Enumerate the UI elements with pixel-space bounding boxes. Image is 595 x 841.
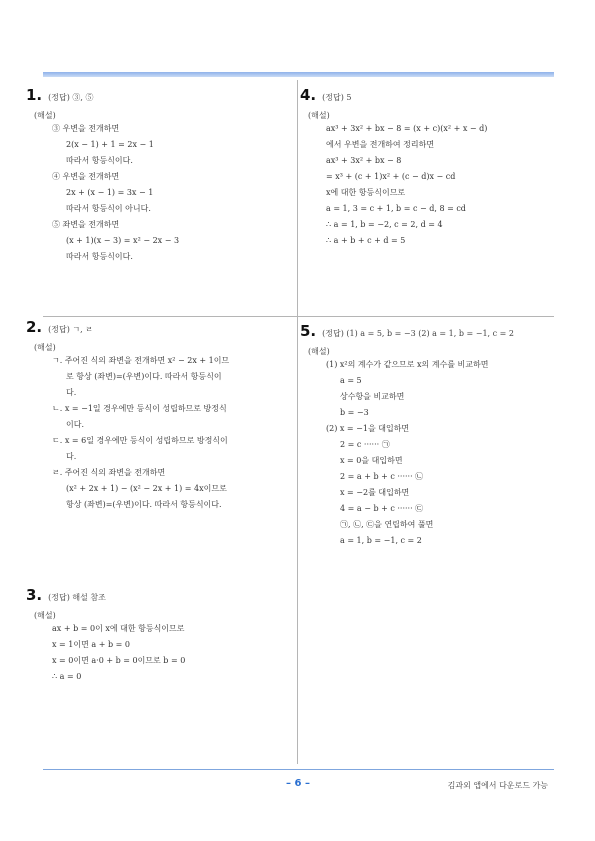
solution-line: 2(x − 1) + 1 = 2x − 1 — [66, 140, 154, 149]
solution-line: 로 항상 (좌변)=(우변)이다. 따라서 항등식이 — [66, 372, 222, 381]
solution-line: ㄱ. 주어진 식의 좌변을 전개하면 x² − 2x + 1이므 — [52, 356, 230, 365]
solution-line: ㄴ. x = −1일 경우에만 등식이 성립하므로 방정식 — [52, 404, 227, 413]
solution-line: 4 = a − b + c ······ ㉢ — [340, 504, 424, 513]
solution-label: (해설) — [34, 111, 56, 120]
solution-label: (해설) — [34, 611, 56, 620]
solution-lines — [52, 621, 185, 685]
solution-line: 항상 (좌변)=(우변)이다. 따라서 항등식이다. — [66, 500, 222, 509]
solution-line: a = 5 — [340, 376, 362, 385]
solution-line: x에 대한 항등식이므로 — [326, 188, 406, 197]
solution-line: a = 1, 3 = c + 1, b = c − d, 8 = cd — [326, 204, 466, 213]
solution-line: ∴ a = 1, b = −2, c = 2, d = 4 — [326, 220, 443, 229]
problem-4 — [300, 86, 487, 249]
solution-lines — [326, 121, 487, 249]
solution-label: (해설) — [308, 111, 330, 120]
solution-line: (x + 1)(x − 3) = x² − 2x − 3 — [66, 236, 180, 245]
solution-line: ③ 우변을 전개하면 — [52, 124, 120, 133]
solution-lines — [326, 357, 514, 549]
row-divider — [43, 316, 554, 317]
solution-line: 다. — [66, 388, 77, 397]
solution-line: ㄹ. 주어진 식의 좌변을 전개하면 — [52, 468, 166, 477]
solution-line: a = 1, b = −1, c = 2 — [340, 536, 422, 545]
solution-line: ax³ + 3x² + bx − 8 = (x + c)(x² + x − d) — [326, 124, 488, 133]
solution-label: (해설) — [308, 347, 330, 356]
problem-1 — [26, 86, 179, 265]
solution-line: 2x + (x − 1) = 3x − 1 — [66, 188, 154, 197]
column-divider — [297, 80, 298, 764]
solution-line: (x² + 2x + 1) − (x² − 2x + 1) = 4x이므로 — [66, 484, 227, 493]
solution-line: x = 0이면 a·0 + b = 0이므로 b = 0 — [52, 656, 186, 665]
solution-line: ∴ a + b + c + d = 5 — [326, 236, 406, 245]
solution-line: x = 0을 대입하면 — [340, 456, 403, 465]
solution-line: b = −3 — [340, 408, 369, 417]
solution-line: ⑤ 좌변을 전개하면 — [52, 220, 120, 229]
solution-line: ax + b = 0이 x에 대한 항등식이므로 — [52, 624, 185, 633]
answer: (정답) ㄱ, ㄹ — [48, 325, 93, 334]
problem-number: 3. — [26, 586, 43, 604]
solution-line: x = 1이면 a + b = 0 — [52, 640, 130, 649]
footer-line — [43, 769, 554, 770]
solution-line: 상수항을 비교하면 — [340, 392, 405, 401]
answer: (정답) 5 — [322, 93, 352, 102]
solution-line: 따라서 항등식이 아니다. — [66, 204, 151, 213]
solution-lines — [52, 353, 229, 513]
solution-line: ∴ a = 0 — [52, 672, 82, 681]
solution-line: = x³ + (c + 1)x² + (c − d)x − cd — [326, 172, 456, 181]
answer: (정답) 해설 참조 — [48, 593, 106, 602]
header-bar — [43, 72, 554, 77]
solution-line: 다. — [66, 452, 77, 461]
answer: (정답) (1) a = 5, b = −3 (2) a = 1, b = −1, c = 2 — [322, 329, 514, 338]
problem-2 — [26, 318, 229, 513]
problem-number: 2. — [26, 318, 43, 336]
problem-number: 5. — [300, 322, 317, 340]
solution-line: 이다. — [66, 420, 84, 429]
solution-line: ax³ + 3x² + bx − 8 — [326, 156, 402, 165]
solution-line: ㉠, ㉡, ㉢을 연립하여 풀면 — [340, 520, 434, 529]
footer-note: 김과외 앱에서 다운로드 가능 — [447, 781, 548, 790]
answer: (정답) ③, ⑤ — [48, 93, 94, 102]
solution-line: (2) x = −1을 대입하면 — [326, 424, 410, 433]
solution-line: 따라서 항등식이다. — [66, 156, 133, 165]
problem-number: 1. — [26, 86, 43, 104]
solution-line: ④ 우변을 전개하면 — [52, 172, 120, 181]
solution-label: (해설) — [34, 343, 56, 352]
solution-lines — [52, 121, 179, 265]
problem-number: 4. — [300, 86, 317, 104]
solution-line: x = −2를 대입하면 — [340, 488, 410, 497]
problem-3 — [26, 586, 185, 685]
solution-line: 따라서 항등식이다. — [66, 252, 133, 261]
solution-line: 에서 우변을 전개하여 정리하면 — [326, 140, 435, 149]
problem-5 — [300, 322, 514, 549]
solution-line: (1) x²의 계수가 같으므로 x의 계수를 비교하면 — [326, 360, 489, 369]
solution-line: 2 = a + b + c ······ ㉡ — [340, 472, 424, 481]
page-number: – 6 – — [286, 778, 310, 789]
solution-line: 2 = c ······ ㉠ — [340, 440, 390, 449]
solution-line: ㄷ. x = 6일 경우에만 등식이 성립하므로 방정식이 — [52, 436, 228, 445]
